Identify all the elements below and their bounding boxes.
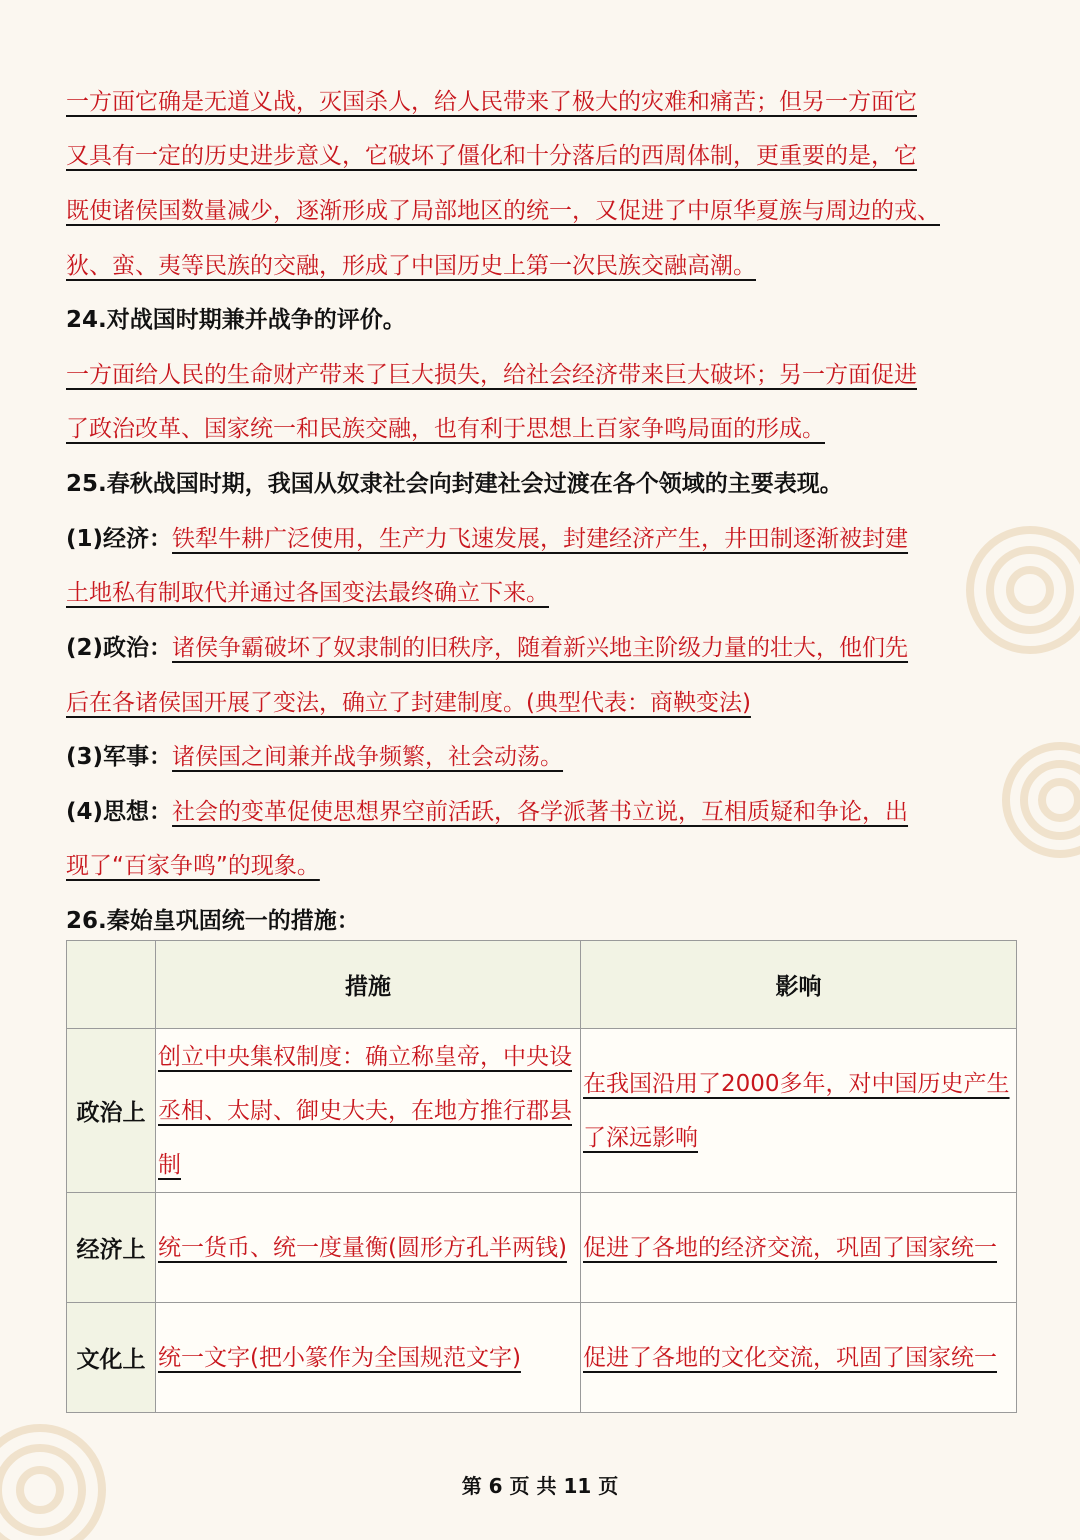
- answer-25-4: [66, 792, 1016, 832]
- question-24: 24.对战国时期兼并战争的评价。: [66, 307, 406, 333]
- table-header-measure: 措施: [156, 941, 581, 1029]
- answer-label: (2)政治：: [66, 635, 173, 661]
- page-number: 第 6 页 共 11 页: [461, 1474, 619, 1498]
- answer-text: 社会的变革促使思想界空前活跃，各学派著书立说，互相质疑和争论，出: [172, 799, 909, 825]
- table-header-row: [67, 941, 1017, 1029]
- answer-25-1: [66, 519, 1016, 559]
- question-26: 26.秦始皇巩固统一的措施：: [66, 908, 360, 934]
- answer-label: (3)军事：: [66, 744, 173, 770]
- answer-24-line: 一方面给人民的生命财产带来了巨大损失，给社会经济带来巨大破坏；另一方面促进: [66, 362, 917, 388]
- answer-23-line: 又具有一定的历史进步意义，它破坏了僵化和十分落后的西周体制，更重要的是，它: [66, 143, 917, 169]
- answer-25-2: [66, 628, 1016, 668]
- impact-cell: 在我国沿用了2000多年，对中国历史产生了深远影响: [581, 1029, 1017, 1193]
- measure-cell: 创立中央集权制度：确立称皇帝，中央设丞相、太尉、御史大夫，在地方推行郡县制: [156, 1029, 581, 1193]
- answer-label: (4)思想：: [66, 799, 173, 825]
- answer-24-line: 了政治改革、国家统一和民族交融，也有利于思想上百家争鸣局面的形成。: [66, 416, 825, 442]
- row-label: 政治上: [67, 1029, 156, 1193]
- row-label: 经济上: [67, 1193, 156, 1303]
- table-row: [67, 1193, 1017, 1303]
- question-25: 25.春秋战国时期，我国从奴隶社会向封建社会过渡在各个领域的主要表现。: [66, 471, 843, 497]
- impact-cell: 促进了各地的文化交流，巩固了国家统一: [581, 1303, 1017, 1413]
- answer-text: 诸侯争霸破坏了奴隶制的旧秩序，随着新兴地主阶级力量的壮大，他们先: [172, 635, 909, 661]
- answer-23-line: 一方面它确是无道义战，灭国杀人，给人民带来了极大的灾难和痛苦；但另一方面它: [66, 89, 917, 115]
- answer-text: 铁犁牛耕广泛使用，生产力飞速发展，封建经济产生，井田制逐渐被封建: [172, 526, 909, 552]
- answer-25-2-cont: 后在各诸侯国开展了变法，确立了封建制度。(典型代表：商鞅变法): [66, 690, 751, 716]
- answer-25-1-cont: 土地私有制取代并通过各国变法最终确立下来。: [66, 580, 549, 606]
- table-row: [67, 1303, 1017, 1413]
- table-header-empty: [67, 941, 156, 1029]
- table-header-impact: 影响: [581, 941, 1017, 1029]
- table-row: [67, 1029, 1017, 1193]
- row-label: 文化上: [67, 1303, 156, 1413]
- measure-cell: 统一文字(把小篆作为全国规范文字): [156, 1303, 581, 1413]
- measure-cell: 统一货币、统一度量衡(圆形方孔半两钱): [156, 1193, 581, 1303]
- answer-25-4-cont: 现了“百家争鸣”的现象。: [66, 853, 320, 879]
- answer-23-line: 既使诸侯国数量减少，逐渐形成了局部地区的统一，又促进了中原华夏族与周边的戎、: [66, 198, 940, 224]
- measures-table: [66, 940, 1017, 1413]
- impact-cell: 促进了各地的经济交流，巩固了国家统一: [581, 1193, 1017, 1303]
- answer-text: 诸侯国之间兼并战争频繁，社会动荡。: [172, 744, 564, 770]
- answer-25-3: [66, 737, 1016, 777]
- answer-23-line: 狄、蛮、夷等民族的交融，形成了中国历史上第一次民族交融高潮。: [66, 253, 756, 279]
- answer-label: (1)经济：: [66, 526, 173, 552]
